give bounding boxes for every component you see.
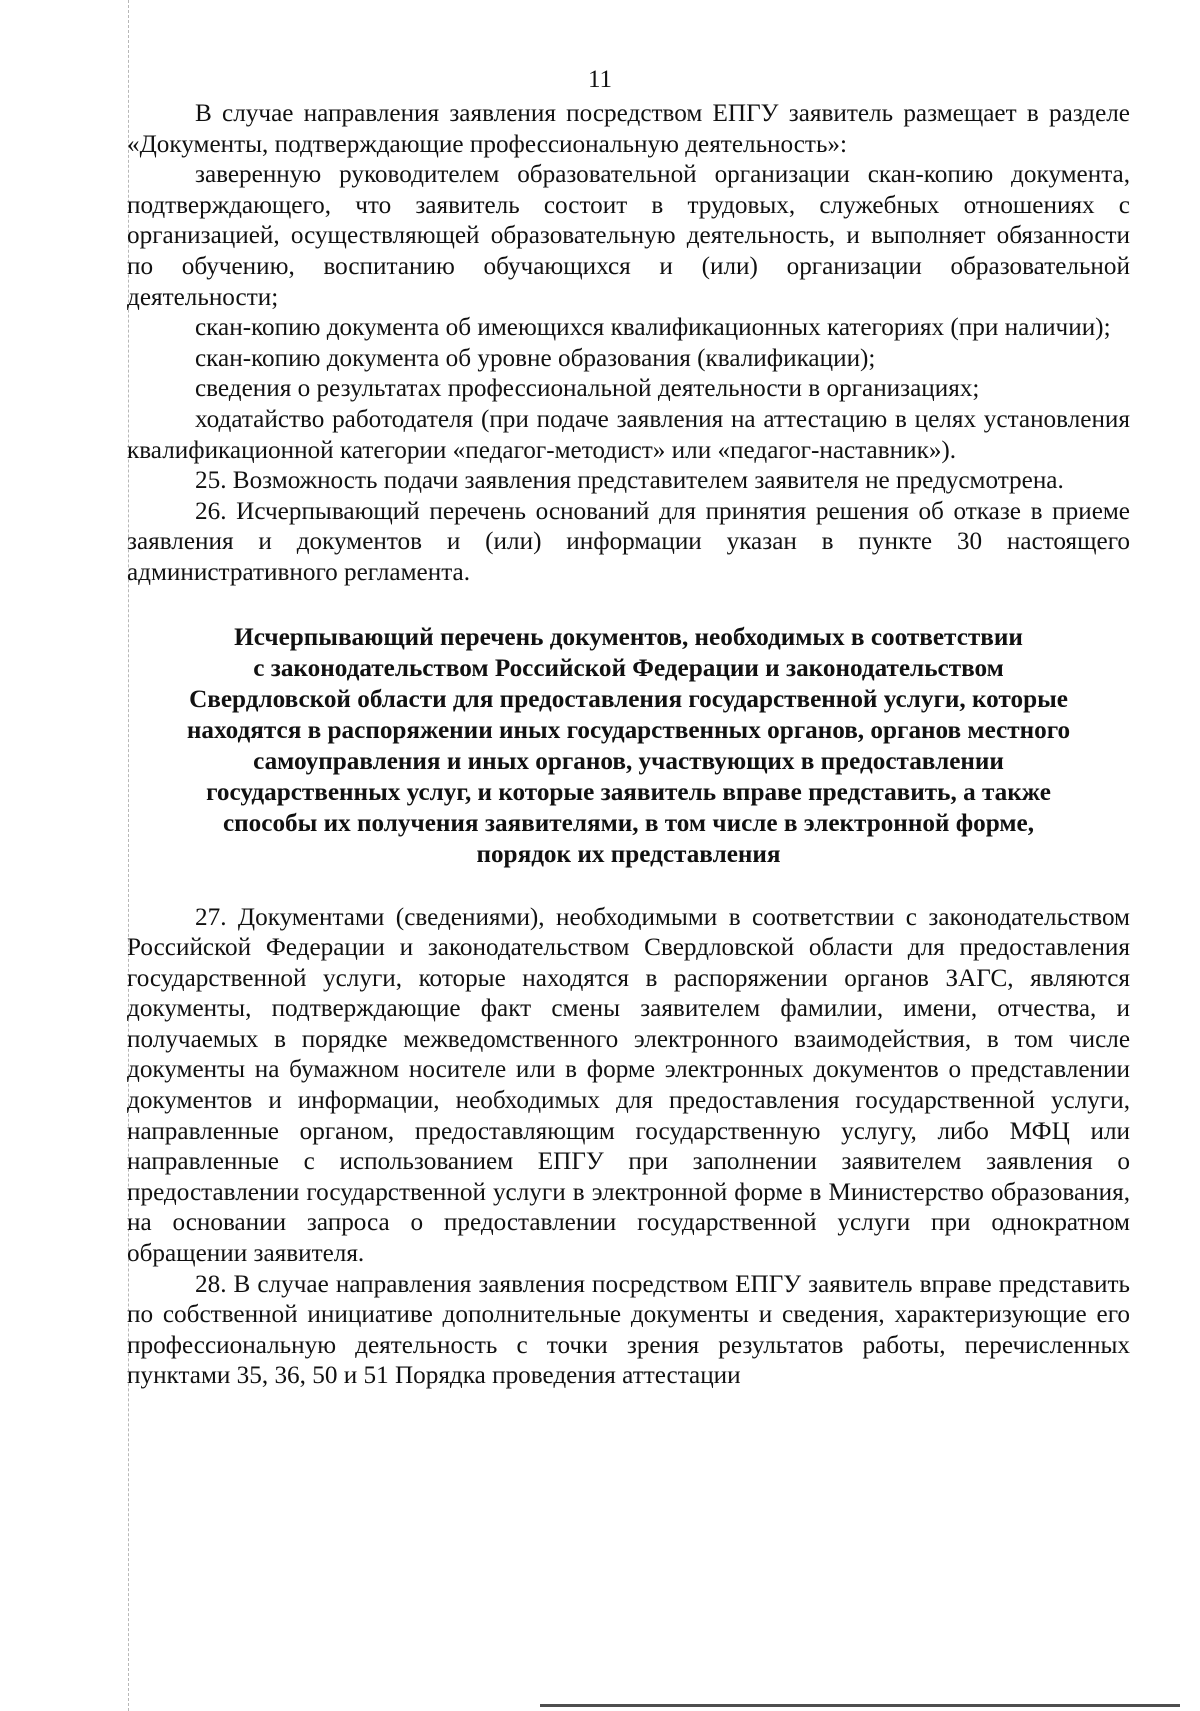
paragraph-item-28: 28. В случае направления заявления посредством ЕПГУ заявитель вправе представить по собственной инициативе дополнительные документы и сведения, характеризующие его профессиональную деятельность с точки зрения результатов работы, перечисленных пунктами 35, 36, 50 и 51 Порядка проведения аттестации [127,1270,1130,1390]
heading-line: способы их получения заявителями, в том числе в электронной форме, [222,809,1035,837]
heading-line: Свердловской области для предоставления государственной услуги, которые [189,685,1068,713]
scan-bottom-edge [540,1704,1180,1707]
paragraph-epgu-intro: В случае направления заявления посредством ЕПГУ заявитель размещает в разделе «Документы, подтверждающие профессиональную деятельность»: [127,100,1130,158]
paragraph-certified-scan: заверенную руководителем образовательной организации скан-копию документа, подтверждающего, что заявитель состоит в трудовых, служебных отношениях с организацией, осуществляющей образовательную деятельность, и выполняет обязанности по обучению, воспитанию обучающихся и (или) организации образовательной деятельности; [127,161,1130,311]
page-number: 11 [587,66,613,93]
paragraph-qualification-categories: скан-копию документа об имеющихся квалификационных категориях (при наличии); [195,314,1111,342]
heading-line: государственных услуг, и которые заявитель вправе представить, а также [206,778,1051,806]
paragraph-item-25: 25. Возможность подачи заявления представителем заявителя не предусмотрена. [195,467,1064,495]
section-heading [127,622,1130,870]
heading-line: находятся в распоряжении иных государственных органов, органов местного [186,716,1071,744]
heading-line: Исчерпывающий перечень документов, необходимых в соответствии [234,623,1023,651]
paragraph-item-27: 27. Документами (сведениями), необходимыми в соответствии с законодательством Российской Федерации и законодательством Свердловской области для предоставления государственной услуги, которые находятся в распоряжении органов ЗАГС, являются документы, подтверждающие факт смены заявителем фамилии, имени, отчества, и получаемых в порядке межведомственного электронного взаимодействия, в том числе документы на бумажном носителе или в форме электронных документов о представлении документов и информации, необходимых для предоставления государственной услуги, направленные органом, предоставляющим государственную услугу, либо МФЦ или направленные с использованием ЕПГУ при заполнении заявителем заявления о предоставлении государственной услуги в электронной форме в Министерство образования, на основании запроса о предоставлении государственной услуги при однократном обращении заявителя. [127,903,1130,1268]
paragraph-professional-results: сведения о результатах профессиональной деятельности в организациях; [195,375,980,403]
heading-line: порядок их представления [476,840,781,868]
heading-line: с законодательством Российской Федерации и законодательством [253,654,1004,682]
paragraph-employer-petition: ходатайство работодателя (при подаче заявления на аттестацию в целях установления квалификационной категории «педагог-методист» или «педагог-наставник»). [127,405,1130,464]
heading-line: самоуправления и иных органов, участвующих в предоставлении [253,747,1004,775]
document-body [127,99,1130,1392]
paragraph-item-26: 26. Исчерпывающий перечень оснований для принятия решения об отказе в приеме заявления и документов и (или) информации указан в пункте 30 настоящего административного регламента. [127,497,1130,586]
paragraph-education-level: скан-копию документа об уровне образования (квалификации); [195,344,876,372]
